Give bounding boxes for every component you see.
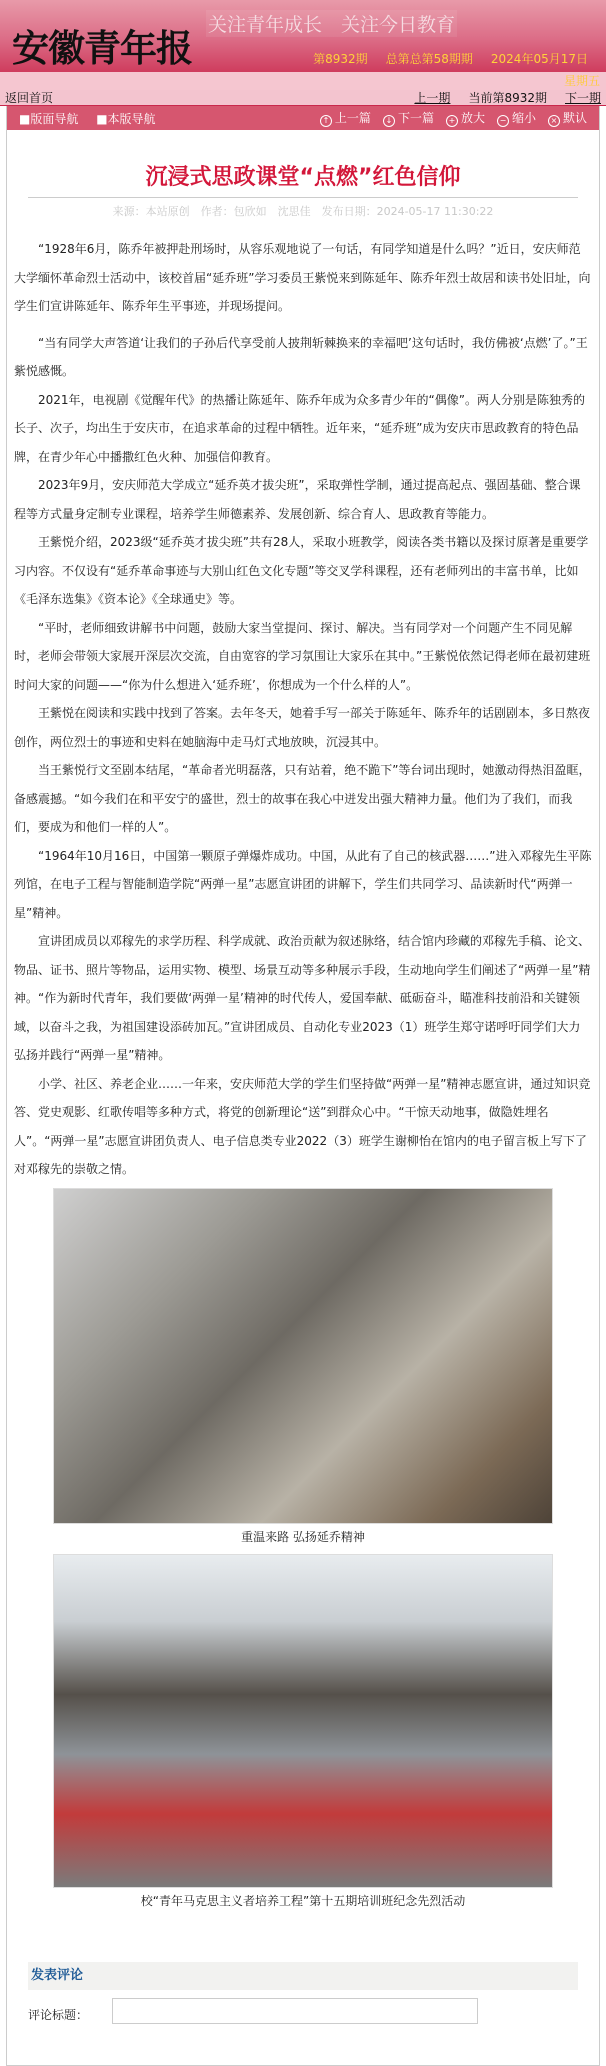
paragraph: 王紫悦在阅读和实践中找到了答案。去年冬天，她着手写一部关于陈延年、陈乔年的话剧剧本，多日熬夜创作，两位烈士的事迹和史料在她脑海中走马灯式地放映，沉浸其中。 [14,706,591,749]
article-photo [53,1554,553,1888]
section-nav-button[interactable]: ■本版导航 [96,111,156,126]
page-nav-label: 版面导航 [30,111,79,126]
zoom-out-label: 缩小 [511,111,536,125]
prev-article-button[interactable] [320,109,371,127]
article-title: 沉浸式思政课堂“点燃”红色信仰 [145,165,461,190]
comment-heading: 发表评论 [28,1962,578,1990]
section-nav-label: 本版导航 [107,111,156,126]
plus-icon: + [446,115,458,127]
content-box [6,106,600,2066]
paragraph: 宣讲团成员以邓稼先的求学历程、科学成就、政治贡献为叙述脉络，结合馆内珍藏的邓稼先手稿、论文、物品、证书、照片等物品，运用实物、模型、场景互动等多种展示手段，生动地向学生们阐述了“两弹一星”精神。“作为新时代青年，我们要做‘两弹一星’精神的时代传人，爱国奉献、砥砺奋斗，瞄准科技前沿和关键领域，以奋斗之我，为祖国建设添砖加瓦。”宣讲团成员、自动化专业2023（1）班学生郑守诺呼吁同学们大力弘扬并践行“两弹一星”精神。 [14,934,591,1062]
zoom-in-button[interactable] [446,109,485,127]
default-label: 默认 [562,111,587,125]
paragraph: 当王紫悦行文至剧本结尾，“革命者光明磊落，只有站着，绝不跪下”等台词出现时，她激动得热泪盈眶，备感震撼。“如今我们在和平安宁的盛世，烈士的故事在我心中迸发出强大精神力量。他们为了我们，而我们，要成为和他们一样的人”。 [14,763,591,834]
paragraph: 小学、社区、养老企业……一年来，安庆师范大学的学生们坚持做“两弹一星”精神志愿宣讲，通过知识竞答、党史观影、红歌传唱等多种方式，将党的创新理论“送”到群众心中。“干惊天动地事，做隐姓埋名人”。“两弹一星”志愿宣讲团负责人、电子信息类专业2022（3）班学生谢柳怡在馆内的电子留言板上写下了对邓稼先的崇敬之情。 [14,1076,591,1176]
next-issue-link[interactable]: 下一期 [564,91,601,105]
issue-date: 2024年05月17日 [490,52,588,66]
arrow-up-icon: ↑ [320,115,332,127]
page-nav-button[interactable]: ■版面导航 [19,111,79,126]
article-photo [53,1188,553,1524]
issue-number: 第8932期 [313,52,368,66]
comment-title-input[interactable] [112,1998,478,2024]
weekday-strip [0,72,606,90]
minus-icon: − [497,115,509,127]
article-body [7,219,599,1184]
photo-caption: 重温来路 弘扬延乔精神 [241,1529,365,1544]
toolbar [7,106,599,130]
paragraph: 2021年，电视剧《觉醒年代》的热播让陈延年、陈乔年成为众多青少年的“偶像”。两人分别是陈独秀的长子、次子，均出生于安庆市，在追求革命的过程中牺牲。近年来，“延乔班”成为安庆市思政教育的特色品牌，在青少年心中播撒红色火种、加强信仰教育。 [14,392,585,464]
paragraph: 王紫悦介绍，2023级“延乔英才拔尖班”共有28人，采取小班教学，阅读各类书籍以及探讨原著是重要学习内容。不仅设有“延乔革命事迹与大别山红色文化专题”等交叉学科课程，还有老师列出的丰富书单，比如《毛泽东选集》《资本论》《全球通史》等。 [14,535,589,606]
paragraph: “平时，老师细致讲解书中问题，鼓励大家当堂提问、探讨、解决。当有同学对一个问题产生不同见解时，老师会带领大家展开深层次交流，自由宽容的学习氛围让大家乐在其中。”王紫悦依然记得老师在最初建班时问大家的问题——“你为什么想进入‘延乔班’，你想成为一个什么样的人”。 [14,620,591,692]
site-logo[interactable]: 安徽青年报 [12,27,192,70]
arrow-down-icon: ↓ [383,115,395,127]
paragraph: “1964年10月16日，中国第一颗原子弹爆炸成功。中国，从此有了自己的核武器……”进入邓稼先生平陈列馆，在电子工程与智能制造学院“两弹一星”志愿宣讲团的讲解下，学生们共同学习、品读新时代“两弹一星”精神。 [14,848,592,920]
comment-title-row [28,1998,578,2024]
zoom-in-label: 放大 [460,111,485,125]
current-issue: 当前第8932期 [468,91,547,105]
next-article-label: 下一篇 [397,111,434,125]
default-size-button[interactable] [548,109,587,127]
weekday: 星期五 [563,74,600,88]
close-icon: × [548,115,560,127]
paragraph: “1928年6月，陈乔年被押赴刑场时，从容乐观地说了一句话，有同学知道是什么吗？”近日，安庆师范大学缅怀革命烈士活动中，该校首届“延乔班”学习委员王紫悦来到陈延年、陈乔年烈士故居和读书处旧址，向学生们宣讲陈延年、陈乔年生平事迹，并现场提问。 [14,242,591,313]
slogan: 关注青年成长 关注今日教育 [206,10,457,37]
issue-info [313,50,588,67]
home-link[interactable]: 返回首页 [5,91,54,105]
next-article-button[interactable] [383,109,434,127]
zoom-out-button[interactable] [497,109,536,127]
total-issue: 总第总第58期期 [385,52,473,66]
top-nav [0,90,606,106]
prev-issue-link[interactable]: 上一期 [414,91,451,105]
paragraph: 2023年9月，安庆师范大学成立“延乔英才拔尖班”，采取弹性学制，通过提高起点、强固基础、整合课程等方式量身定制专业课程，培养学生师德素养、发展创新、综合育人、思政教育等能力。 [14,478,581,521]
prev-article-label: 上一篇 [334,111,371,125]
article-meta: 来源：本站原创 作者：包欣如 沈思佳 发布日期：2024-05-17 11:30:22 [112,205,494,218]
comment-title-label: 评论标题： [28,2007,89,2022]
paragraph: “当有同学大声答道‘让我们的子孙后代享受前人披荆斩棘换来的幸福吧’这句话时，我仿佛被‘点燃’了。”王紫悦感慨。 [14,335,588,378]
divider [28,197,578,198]
photo-caption: 校“青年马克思主义者培养工程”第十五期培训班纪念先烈活动 [140,1893,466,1908]
